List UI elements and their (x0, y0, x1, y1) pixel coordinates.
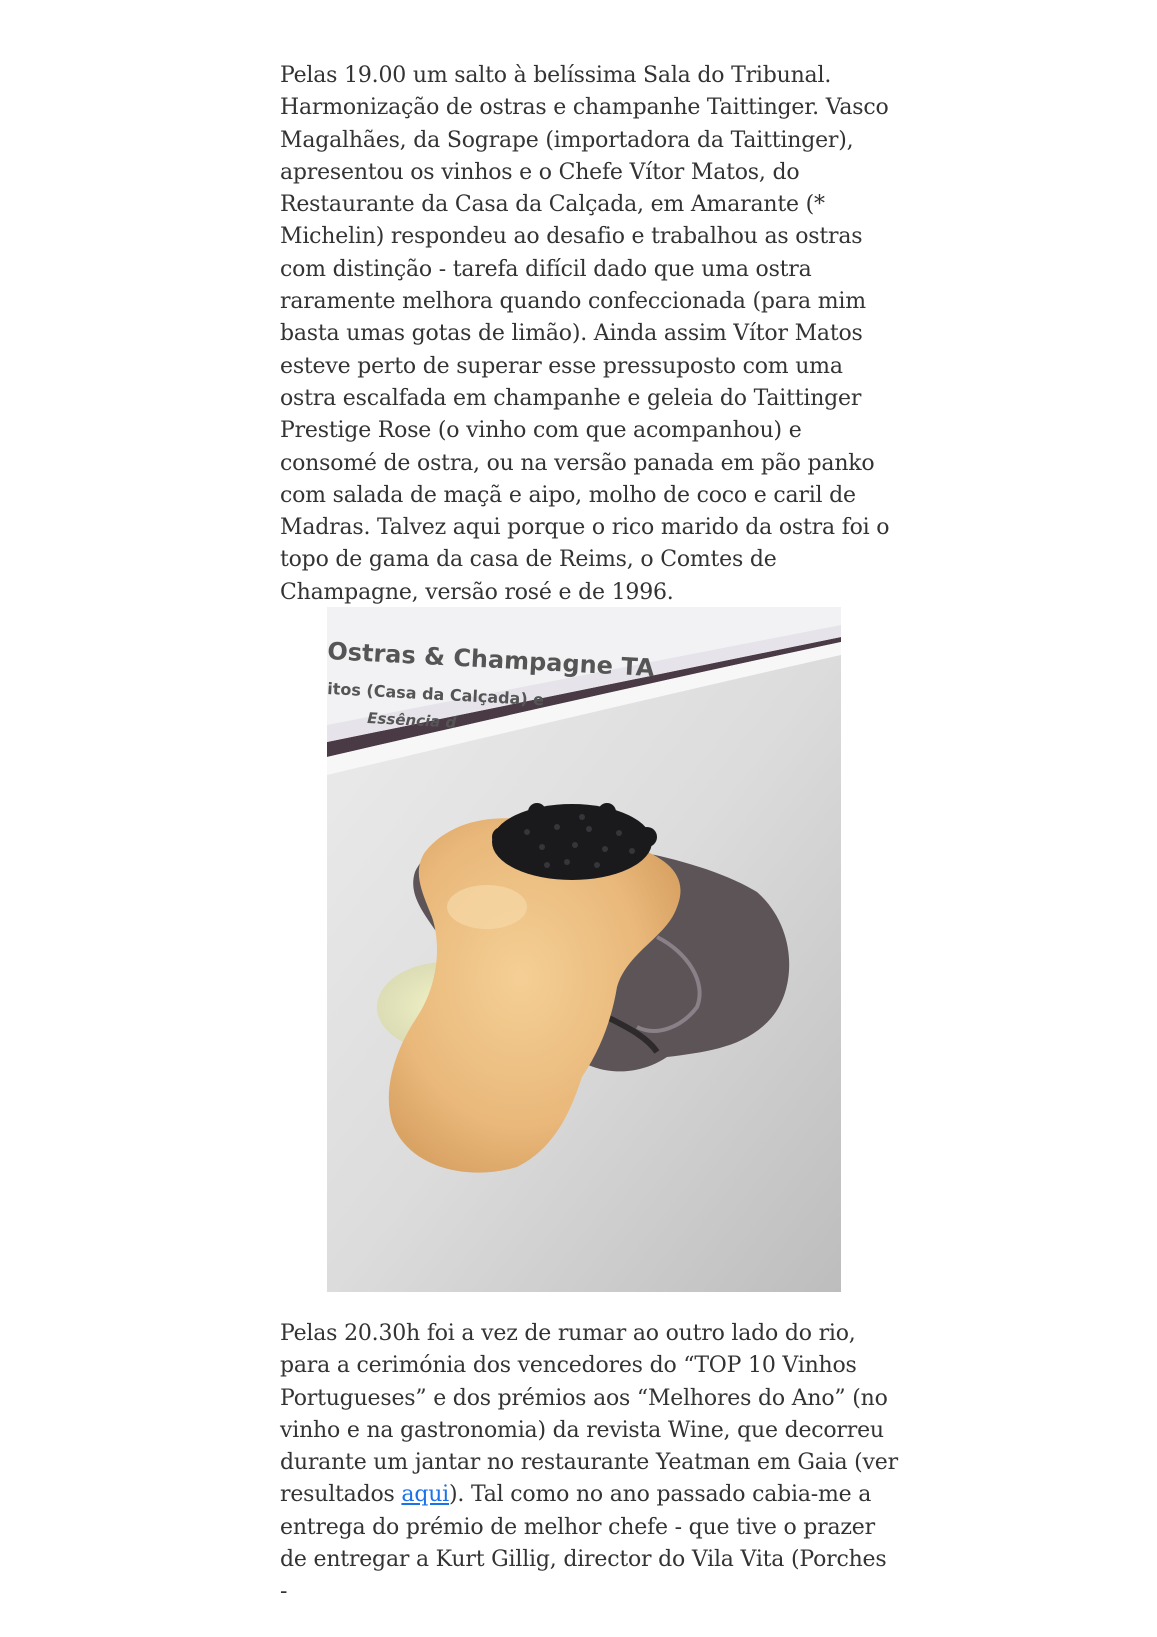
menu-line-3: Essência d (366, 709, 457, 732)
menu-line-2: itos (Casa da Calçada) e (327, 679, 545, 710)
results-link[interactable]: aqui (401, 1482, 450, 1508)
article-paragraph-2 (280, 1318, 900, 1609)
paragraph-2-text-end: ). Tal como no ano passado cabia-me a entrega do prémio de melhor chefe - que tive o prazer de entregar a Kurt Gillig, director do Vila Vita (Porches - (280, 1482, 887, 1605)
oyster-dish-photo (327, 607, 841, 1292)
article-paragraph-1: Pelas 19.00 um salto à belíssima Sala do Tribunal. Harmonização de ostras e champanhe Taittinger. Vasco Magalhães, da Sogrape (importadora da Taittinger), apresentou os vinhos e o Chefe Vítor Matos, do Restaurante da Casa da Calçada, em Amarante (* Michelin) respondeu ao desafio e trabalhou as ostras com distinção - tarefa difícil dado que uma ostra raramente melhora quando confeccionada (para mim basta umas gotas de limão). Ainda assim Vítor Matos esteve perto de superar esse pressuposto com uma ostra escalfada em champanhe e geleia do Taittinger Prestige Rose (o vinho com que acompanhou) e consomé de ostra, ou na versão panada em pão panko com salada de maçã e aipo, molho de coco e caril de Madras. Talvez aqui porque o rico marido da ostra foi o topo de gama da casa de Reims, o Comtes de Champagne, versão rosé e de 1996. (280, 63, 890, 605)
menu-line-1: Ostras & Champagne TA (327, 637, 656, 683)
paragraph-2-text-start: Pelas 20.30h foi a vez de rumar ao outro lado do rio, para a cerimónia dos vencedores do “TOP 10 Vinhos Portugueses” e dos prémios aos “Melhores do Ano” (no vinho e na gastronomia) da revista Wine, que decorreu durante um jantar no restaurante Yeatman em Gaia (ver resultados (280, 1321, 898, 1508)
